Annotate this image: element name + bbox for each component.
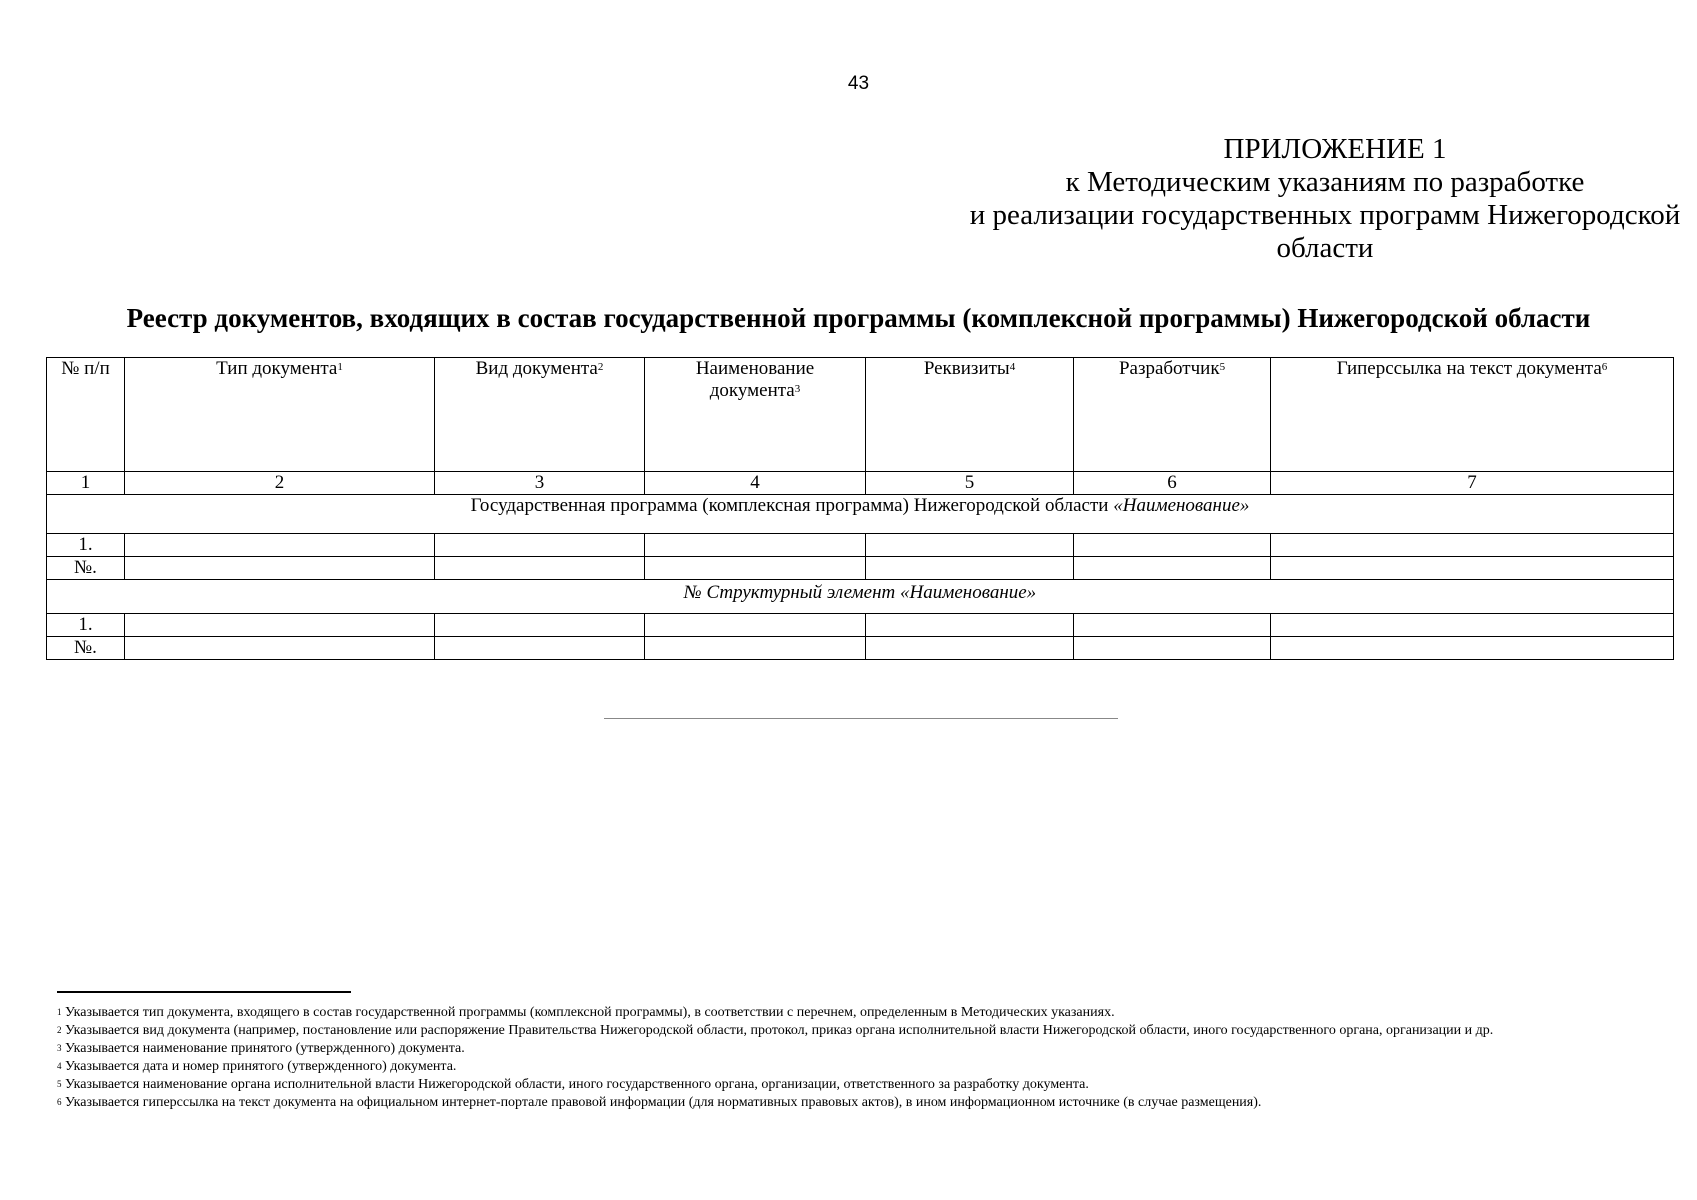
column-number: 3 xyxy=(435,472,645,495)
column-number: 5 xyxy=(866,472,1074,495)
row-number: №. xyxy=(47,557,125,580)
table-cell xyxy=(866,614,1074,637)
footnote-rule xyxy=(57,991,351,993)
separator-line xyxy=(604,718,1118,719)
table-cell xyxy=(435,534,645,557)
footnote: $^3$ Указывается наименование принятого (утвержденного) документа. xyxy=(57,1041,465,1056)
column-number-row xyxy=(47,472,1674,495)
table-cell xyxy=(435,614,645,637)
header-cell: Наименование документа$^3$ xyxy=(645,358,866,472)
table-cell xyxy=(1271,534,1674,557)
table-header-row xyxy=(47,358,1674,472)
header-cell: Вид документа$^2$ xyxy=(435,358,645,472)
appendix-line: и реализации государственных программ Нижегородской xyxy=(969,199,1681,231)
header-cell: № п/п xyxy=(47,358,125,472)
footnote: $^2$ Указывается вид документа (например, постановление или распоряжение Правительства Нижегородской области, протокол, приказ органа исполнительной власти Нижегородской области, иного государственного органа, организации и др. xyxy=(57,1023,1494,1038)
footnote: $^5$ Указывается наименование органа исполнительной власти Нижегородской области, иного государственного органа, организации, ответственного за разработку документа. xyxy=(57,1077,1089,1092)
section-title: № Структурный элемент «Наименование» xyxy=(47,580,1674,614)
header-cell: Тип документа$^1$ xyxy=(125,358,435,472)
header-cell: Гиперссылка на текст документа$^6$ xyxy=(1271,358,1674,472)
section-row-program xyxy=(47,495,1674,534)
table-cell xyxy=(645,557,866,580)
table-cell xyxy=(1074,614,1271,637)
table-cell xyxy=(1074,534,1271,557)
header-cell: Реквизиты$^4$ xyxy=(866,358,1074,472)
row-number: №. xyxy=(47,637,125,660)
table-cell xyxy=(1074,557,1271,580)
table-row xyxy=(47,637,1674,660)
row-number: 1. xyxy=(47,614,125,637)
footnotes xyxy=(57,1004,1665,1112)
document-title: Реестр документов, входящих в состав государственной программы (комплексной программы) Нижегородской области xyxy=(126,303,1591,333)
row-number: 1. xyxy=(47,534,125,557)
appendix-line: области xyxy=(1276,232,1374,264)
table-cell xyxy=(645,637,866,660)
table-cell xyxy=(435,637,645,660)
table-cell xyxy=(125,637,435,660)
column-number: 2 xyxy=(125,472,435,495)
table-cell xyxy=(125,614,435,637)
footnote: $^1$ Указывается тип документа, входящего в состав государственной программы (комплексной программы), в соответствии с перечнем, определенным в Методических указаниях. xyxy=(57,1005,1115,1020)
header-cell: Разработчик$^5$ xyxy=(1074,358,1271,472)
footnote: $^4$ Указывается дата и номер принятого (утвержденного) документа. xyxy=(57,1059,457,1074)
table-cell xyxy=(645,534,866,557)
table-cell xyxy=(125,557,435,580)
column-number: 6 xyxy=(1074,472,1271,495)
table-row xyxy=(47,614,1674,637)
appendix-heading xyxy=(940,133,1697,265)
table-cell xyxy=(866,534,1074,557)
table-row xyxy=(47,534,1674,557)
table-cell xyxy=(866,557,1074,580)
table-cell xyxy=(435,557,645,580)
table-cell xyxy=(866,637,1074,660)
registry-table xyxy=(46,357,1674,660)
section-row-structural-element xyxy=(47,580,1674,614)
table-cell xyxy=(1271,637,1674,660)
appendix-line: к Методическим указаниям по разработке xyxy=(1065,166,1585,198)
page-number: 43 xyxy=(847,73,870,94)
footnote: $^6$ Указывается гиперссылка на текст документа на официальном интернет-портале правовой информации (для нормативных правовых актов), в ином информационном источнике (в случае размещения). xyxy=(57,1095,1262,1110)
section-title: Государственная программа (комплексная программа) Нижегородской области «Наименование» xyxy=(47,495,1674,534)
table-cell xyxy=(1271,557,1674,580)
appendix-title: ПРИЛОЖЕНИЕ 1 xyxy=(1223,133,1447,165)
column-number: 7 xyxy=(1271,472,1674,495)
column-number: 1 xyxy=(47,472,125,495)
table-cell xyxy=(1271,614,1674,637)
column-number: 4 xyxy=(645,472,866,495)
table-row xyxy=(47,557,1674,580)
table-cell xyxy=(1074,637,1271,660)
table-cell xyxy=(125,534,435,557)
table-cell xyxy=(645,614,866,637)
